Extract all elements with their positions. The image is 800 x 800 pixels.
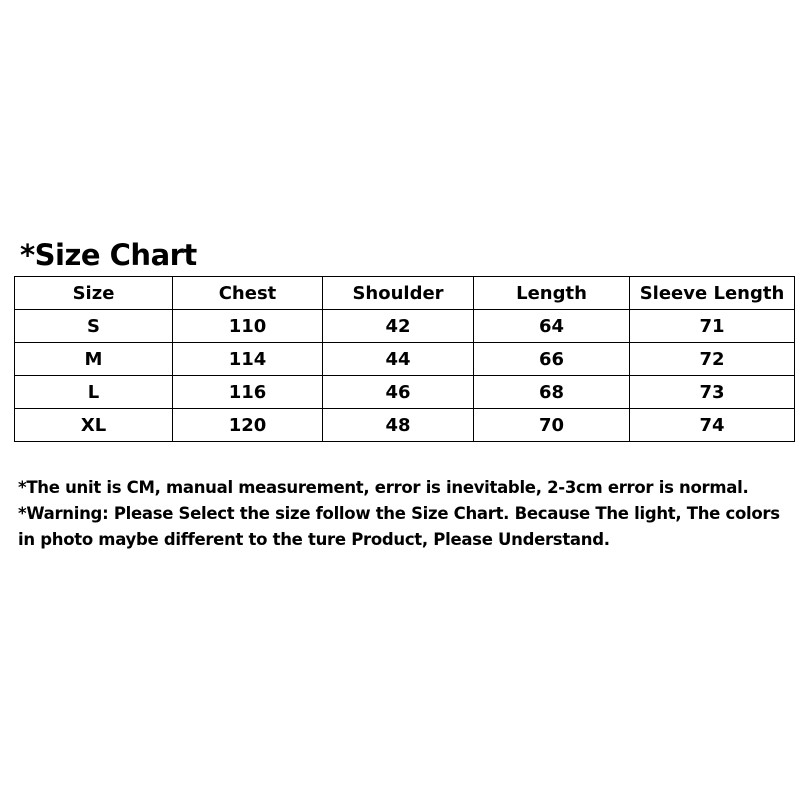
size-chart-table (14, 276, 795, 442)
cell-chest: 110 (173, 310, 323, 343)
cell-shoulder: 42 (323, 310, 474, 343)
cell-size: S (15, 310, 173, 343)
cell-sleeve-length: 71 (630, 310, 795, 343)
table-header-row (15, 277, 795, 310)
cell-size: XL (15, 409, 173, 442)
header-chest: Chest (173, 277, 323, 310)
header-shoulder: Shoulder (323, 277, 474, 310)
page-title: *Size Chart (20, 238, 197, 272)
table-row (15, 310, 795, 343)
cell-shoulder: 44 (323, 343, 474, 376)
cell-chest: 120 (173, 409, 323, 442)
notes-section (18, 475, 794, 553)
cell-length: 64 (474, 310, 630, 343)
cell-sleeve-length: 72 (630, 343, 795, 376)
cell-length: 70 (474, 409, 630, 442)
cell-sleeve-length: 74 (630, 409, 795, 442)
cell-sleeve-length: 73 (630, 376, 795, 409)
warning-note: *Warning: Please Select the size follow the Size Chart. Because The light, The colors in photo maybe different to the ture Product, Please Understand. (18, 504, 780, 549)
unit-note: *The unit is CM, manual measurement, error is inevitable, 2-3cm error is normal. (18, 478, 749, 497)
cell-size: M (15, 343, 173, 376)
cell-shoulder: 46 (323, 376, 474, 409)
cell-length: 68 (474, 376, 630, 409)
cell-length: 66 (474, 343, 630, 376)
cell-chest: 116 (173, 376, 323, 409)
header-size: Size (15, 277, 173, 310)
header-sleeve-length: Sleeve Length (630, 277, 795, 310)
cell-shoulder: 48 (323, 409, 474, 442)
table-row (15, 409, 795, 442)
table-row (15, 376, 795, 409)
header-length: Length (474, 277, 630, 310)
table-row (15, 343, 795, 376)
cell-chest: 114 (173, 343, 323, 376)
cell-size: L (15, 376, 173, 409)
